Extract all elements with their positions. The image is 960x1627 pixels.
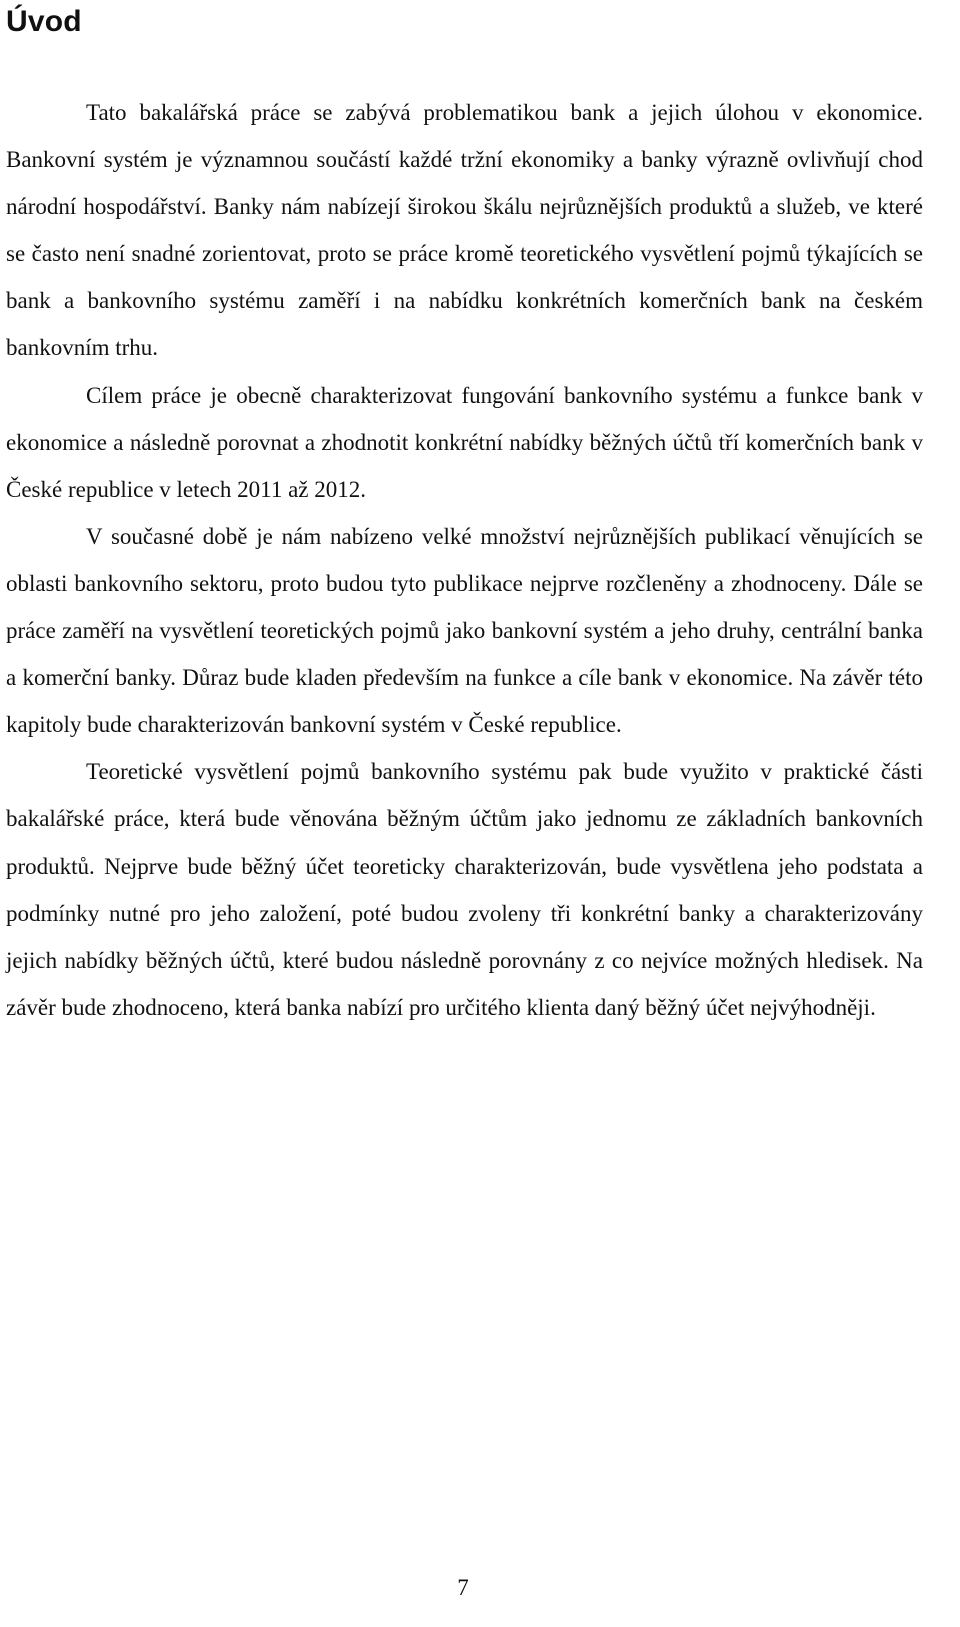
section-heading: Úvod bbox=[6, 5, 82, 38]
body-text bbox=[6, 89, 923, 1031]
paragraph-literature: V současné době je nám nabízeno velké množství nejrůznějších publikací věnujících se oblasti bankovního sektoru, proto budou tyto publikace nejprve rozčleněny a zhodnoceny. Dále se práce zaměří na vysvětlení teoretických pojmů jako bankovní systém a jeho druhy, centrální banka a komerční banky. Důraz bude kladen především na funkce a cíle bank v ekonomice. Na závěr této kapitoly bude charakterizován bankovní systém v České republice. bbox=[6, 523, 923, 738]
page-number: 7 bbox=[457, 1575, 469, 1600]
paragraph-intro: Tato bakalářská práce se zabývá problematikou bank a jejich úlohou v ekonomice. Bankovní systém je významnou součástí každé tržní ekonomiky a banky výrazně ovlivňují chod národní hospodářství. Banky nám nabízejí širokou škálu nejrůznějších produktů a služeb, ve které se často není snadné zorientovat, proto se práce kromě teoretického vysvětlení pojmů týkajících se bank a bankovního systému zaměří i na nabídku konkrétních komerčních bank na českém bankovním trhu. bbox=[6, 100, 923, 361]
paragraph-goal: Cílem práce je obecně charakterizovat fungování bankovního systému a funkce bank v ekonomice a následně porovnat a zhodnotit konkrétní nabídky běžných účtů tří komerčních bank v České republice v letech 2011 až 2012. bbox=[6, 382, 923, 502]
paragraph-practical-part: Teoretické vysvětlení pojmů bankovního systému pak bude využito v praktické části bakalářské práce, která bude věnována běžným účtům jako jednomu ze základních bankovních produktů. Nejprve bude běžný účet teoreticky charakterizován, bude vysvětlena jeho podstata a podmínky nutné pro jeho založení, poté budou zvoleny tři konkrétní banky a charakterizovány jejich nabídky běžných účtů, které budou následně porovnány z co nejvíce možných hledisek. Na závěr bude zhodnoceno, která banka nabízí pro určitého klienta daný běžný účet nejvýhodněji. bbox=[6, 759, 923, 1020]
